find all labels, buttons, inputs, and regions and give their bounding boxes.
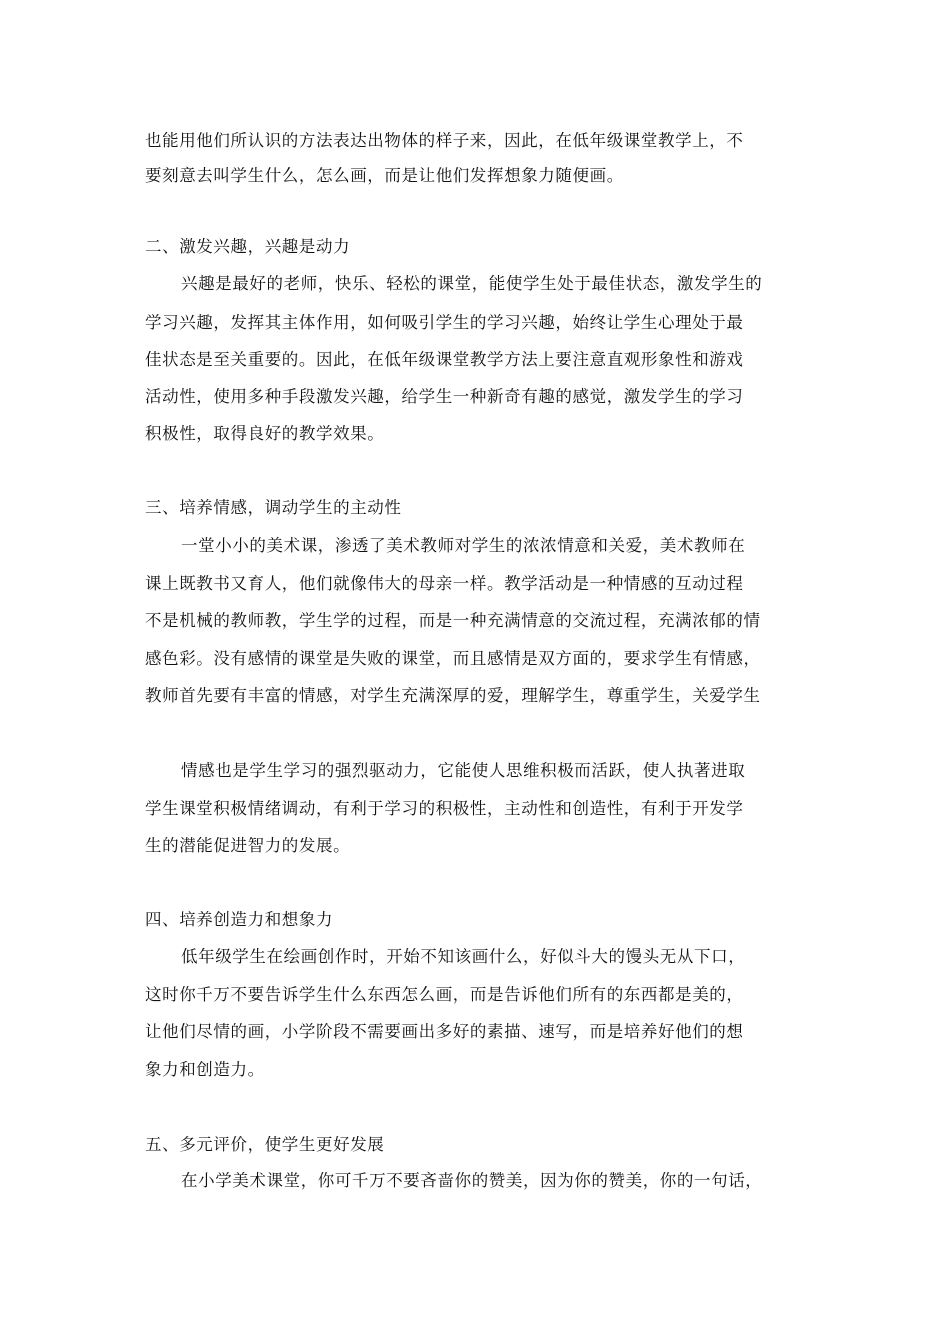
paragraph-line: 兴趣是最好的老师，快乐、轻松的课堂，能使学生处于最佳状态，激发学生的 [181,274,763,293]
paragraph-line: 课上既教书又育人，他们就像伟大的母亲一样。教学活动是一种情感的互动过程 [145,574,744,593]
paragraph-line: 也能用他们所认识的方法表达出物体的样子来，因此，在低年级课堂教学上，不 [145,131,744,150]
paragraph-line: 教师首先要有丰富的情感，对学生充满深厚的爱，理解学生，尊重学生，关爱学生 [145,686,761,705]
paragraph-line: 活动性，使用多种手段激发兴趣，给学生一种新奇有趣的感觉，激发学生的学习 [145,387,744,406]
paragraph-line: 生的潜能促进智力的发展。 [145,836,351,855]
paragraph-line: 低年级学生在绘画创作时，开始不知该画什么，好似斗大的馒头无从下口， [181,947,746,966]
paragraph-line: 一堂小小的美术课，渗透了美术教师对学生的浓浓情意和关爱，美术教师在 [181,536,746,555]
paragraph-line: 情感也是学生学习的强烈驱动力，它能使人思维积极而活跃，使人执著进取 [181,761,746,780]
paragraph-line: 象力和创造力。 [145,1060,265,1079]
paragraph-line: 佳状态是至关重要的。因此，在低年级课堂教学方法上要注意直观形象性和游戏 [145,350,744,369]
section-heading: 五、多元评价，使学生更好发展 [145,1135,385,1154]
paragraph-line: 感色彩。没有感情的课堂是失败的课堂，而且感情是双方面的，要求学生有情感， [145,649,761,668]
paragraph-line: 学习兴趣，发挥其主体作用，如何吸引学生的学习兴趣，始终让学生心理处于最 [145,313,744,332]
paragraph-line: 不是机械的教师教，学生学的过程，而是一种充满情意的交流过程，充满浓郁的情 [145,611,761,630]
section-heading: 四、培养创造力和想象力 [145,910,334,929]
section-heading: 二、激发兴趣，兴趣是动力 [145,237,351,256]
paragraph-line: 学生课堂积极情绪调动，有利于学习的积极性，主动性和创造性，有利于开发学 [145,799,744,818]
paragraph-line: 在小学美术课堂，你可千万不要吝啬你的赞美，因为你的赞美，你的一句话， [181,1171,763,1190]
paragraph-line: 让他们尽情的画，小学阶段不需要画出多好的素描、速写，而是培养好他们的想 [145,1022,744,1041]
paragraph-line: 积极性，取得良好的教学效果。 [145,424,385,443]
paragraph-line: 这时你千万不要告诉学生什么东西怎么画，而是告诉他们所有的东西都是美的， [145,985,744,1004]
section-heading: 三、培养情感，调动学生的主动性 [145,498,402,517]
paragraph-line: 要刻意去叫学生什么，怎么画，而是让他们发挥想象力随便画。 [145,166,624,185]
